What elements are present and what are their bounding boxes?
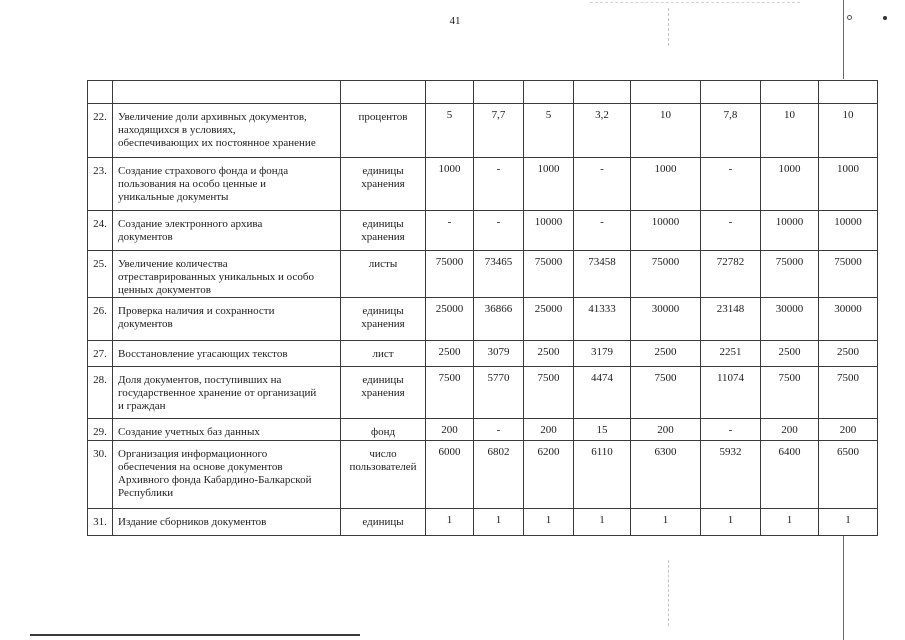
scan-speck [883,16,887,20]
header-cell [701,81,761,104]
row-value: 5 [524,104,574,158]
unit-line: лист [372,348,394,360]
description-line: государственное хранение от организаций [118,387,317,399]
description-line: и граждан [118,400,166,412]
row-value: 1000 [631,158,701,211]
row-value: 3,2 [574,104,631,158]
row-unit [341,211,426,251]
row-unit [341,341,426,367]
row-value: 36866 [474,298,524,341]
row-value: 1 [426,509,474,536]
row-number: 26. [88,298,113,341]
row-description [113,367,341,419]
description-line: пользования на особо ценные и [118,178,267,190]
header-cell [524,81,574,104]
row-value: 75000 [761,251,819,298]
row-value: 10 [631,104,701,158]
description-line: ценных документов [118,284,211,296]
row-number: 23. [88,158,113,211]
page-number: 41 [449,15,461,27]
row-value: 73465 [474,251,524,298]
row-value: 72782 [701,251,761,298]
row-value: 10 [761,104,819,158]
row-value: 10000 [524,211,574,251]
header-cell [761,81,819,104]
row-value: 7500 [426,367,474,419]
row-value: 2500 [426,341,474,367]
row-value: 75000 [524,251,574,298]
row-number: 31. [88,509,113,536]
description-line: уникальные документы [118,191,229,203]
row-value: - [426,211,474,251]
row-unit [341,367,426,419]
row-value: 7500 [631,367,701,419]
row-value: - [574,211,631,251]
row-value: 1 [819,509,878,536]
description-line: находящихся в условиях, [118,124,236,136]
row-value: 10000 [761,211,819,251]
unit-line: единицы [362,305,404,317]
unit-line: единицы [362,218,404,230]
unit-line: единицы [362,165,404,177]
row-value: 2500 [631,341,701,367]
row-number: 22. [88,104,113,158]
row-value: 3179 [574,341,631,367]
row-value: - [574,158,631,211]
table-row [88,441,878,509]
row-value: 200 [524,419,574,441]
table-row [88,341,878,367]
row-value: 1000 [761,158,819,211]
description-line: документов [118,318,173,330]
row-value: 30000 [761,298,819,341]
unit-line: хранения [361,231,405,243]
row-description [113,341,341,367]
row-value: 200 [631,419,701,441]
table-row [88,211,878,251]
row-value: 1 [574,509,631,536]
row-description [113,251,341,298]
table-row [88,251,878,298]
row-value: 6802 [474,441,524,509]
row-description [113,441,341,509]
row-value: 5770 [474,367,524,419]
description-line: обеспечения на основе документов [118,461,283,473]
row-unit [341,298,426,341]
row-value: - [701,158,761,211]
row-unit [341,441,426,509]
row-value: 10000 [631,211,701,251]
row-value: 6500 [819,441,878,509]
row-description [113,509,341,536]
description-line: Восстановление угасающих текстов [118,348,288,360]
row-value: - [474,211,524,251]
row-value: - [474,419,524,441]
header-cell [631,81,701,104]
scan-speck [847,15,852,20]
unit-line: число [369,448,397,460]
unit-line: хранения [361,387,405,399]
header-cell [574,81,631,104]
row-value: 200 [426,419,474,441]
row-value: 11074 [701,367,761,419]
page-edge-line [843,0,844,79]
description-line: Республики [118,487,174,499]
scan-artifact-dash [590,2,800,3]
row-value: 200 [819,419,878,441]
row-value: - [701,211,761,251]
description-line: Издание сборников документов [118,516,267,528]
scan-artifact-dash [668,8,669,46]
row-number: 30. [88,441,113,509]
row-value: 3079 [474,341,524,367]
row-value: 4474 [574,367,631,419]
description-line: Создание электронного архива [118,218,263,230]
row-description [113,419,341,441]
description-line: Доля документов, поступивших на [118,374,282,386]
unit-line: листы [368,258,398,270]
table-row [88,298,878,341]
unit-line: единицы [362,374,404,386]
description-line: документов [118,231,173,243]
description-line: Архивного фонда Кабардино-Балкарской [118,474,312,486]
row-value: 7500 [761,367,819,419]
description-line: Создание учетных баз данных [118,426,260,438]
row-value: 2251 [701,341,761,367]
description-line: Увеличение доли архивных документов, [118,111,307,123]
row-value: 1 [474,509,524,536]
header-cell [341,81,426,104]
description-line: обеспечивающих их постоянное хранение [118,137,316,149]
row-description [113,104,341,158]
row-value: 1 [701,509,761,536]
row-value: 200 [761,419,819,441]
row-unit [341,158,426,211]
unit-line: пользователей [349,461,417,473]
row-value: 2500 [761,341,819,367]
description-line: Создание страхового фонда и фонда [118,165,289,177]
row-number: 29. [88,419,113,441]
table-row [88,367,878,419]
table-row [88,419,878,441]
row-value: 75000 [631,251,701,298]
row-value: 23148 [701,298,761,341]
row-description [113,298,341,341]
row-description [113,158,341,211]
row-unit [341,251,426,298]
row-value: 1 [761,509,819,536]
unit-line: фонд [370,426,396,438]
row-value: 6400 [761,441,819,509]
row-number: 25. [88,251,113,298]
header-cell [819,81,878,104]
row-value: 73458 [574,251,631,298]
data-table [87,80,878,536]
row-value: 25000 [524,298,574,341]
unit-line: процентов [358,111,408,123]
row-value: 7,7 [474,104,524,158]
row-value: 75000 [426,251,474,298]
unit-line: хранения [361,178,405,190]
table-row [88,509,878,536]
row-value: 7,8 [701,104,761,158]
unit-line: единицы [362,516,404,528]
row-value: 5 [426,104,474,158]
row-value: 1000 [426,158,474,211]
row-value: 10000 [819,211,878,251]
table-row [88,158,878,211]
description-line: отреставрированных уникальных и особо [118,271,314,283]
row-value: 2500 [524,341,574,367]
row-value: 15 [574,419,631,441]
row-unit [341,104,426,158]
scan-artifact-rule [30,634,360,636]
row-unit [341,419,426,441]
row-number: 24. [88,211,113,251]
header-cell [113,81,341,104]
description-line: Проверка наличия и сохранности [118,305,275,317]
header-cell [474,81,524,104]
description-line: Организация информационного [118,448,268,460]
header-cell [426,81,474,104]
row-number: 27. [88,341,113,367]
row-value: 30000 [631,298,701,341]
row-value: 7500 [819,367,878,419]
row-value: 6300 [631,441,701,509]
page-edge-line [843,536,844,640]
row-value: 1000 [819,158,878,211]
row-value: 10 [819,104,878,158]
row-description [113,211,341,251]
row-value: 41333 [574,298,631,341]
unit-line: хранения [361,318,405,330]
header-cell [88,81,113,104]
row-value: - [474,158,524,211]
table-row [88,104,878,158]
table-header-row [88,81,878,104]
row-value: 2500 [819,341,878,367]
row-value: 75000 [819,251,878,298]
row-value: 30000 [819,298,878,341]
row-value: 1000 [524,158,574,211]
row-value: 1 [524,509,574,536]
description-line: Увеличение количества [118,258,228,270]
row-value: 7500 [524,367,574,419]
row-value: 1 [631,509,701,536]
row-value: 6000 [426,441,474,509]
row-unit [341,509,426,536]
row-value: 6110 [574,441,631,509]
row-value: - [701,419,761,441]
table-body [88,81,878,536]
scan-artifact-dash [668,560,669,626]
row-number: 28. [88,367,113,419]
row-value: 6200 [524,441,574,509]
row-value: 25000 [426,298,474,341]
row-value: 5932 [701,441,761,509]
